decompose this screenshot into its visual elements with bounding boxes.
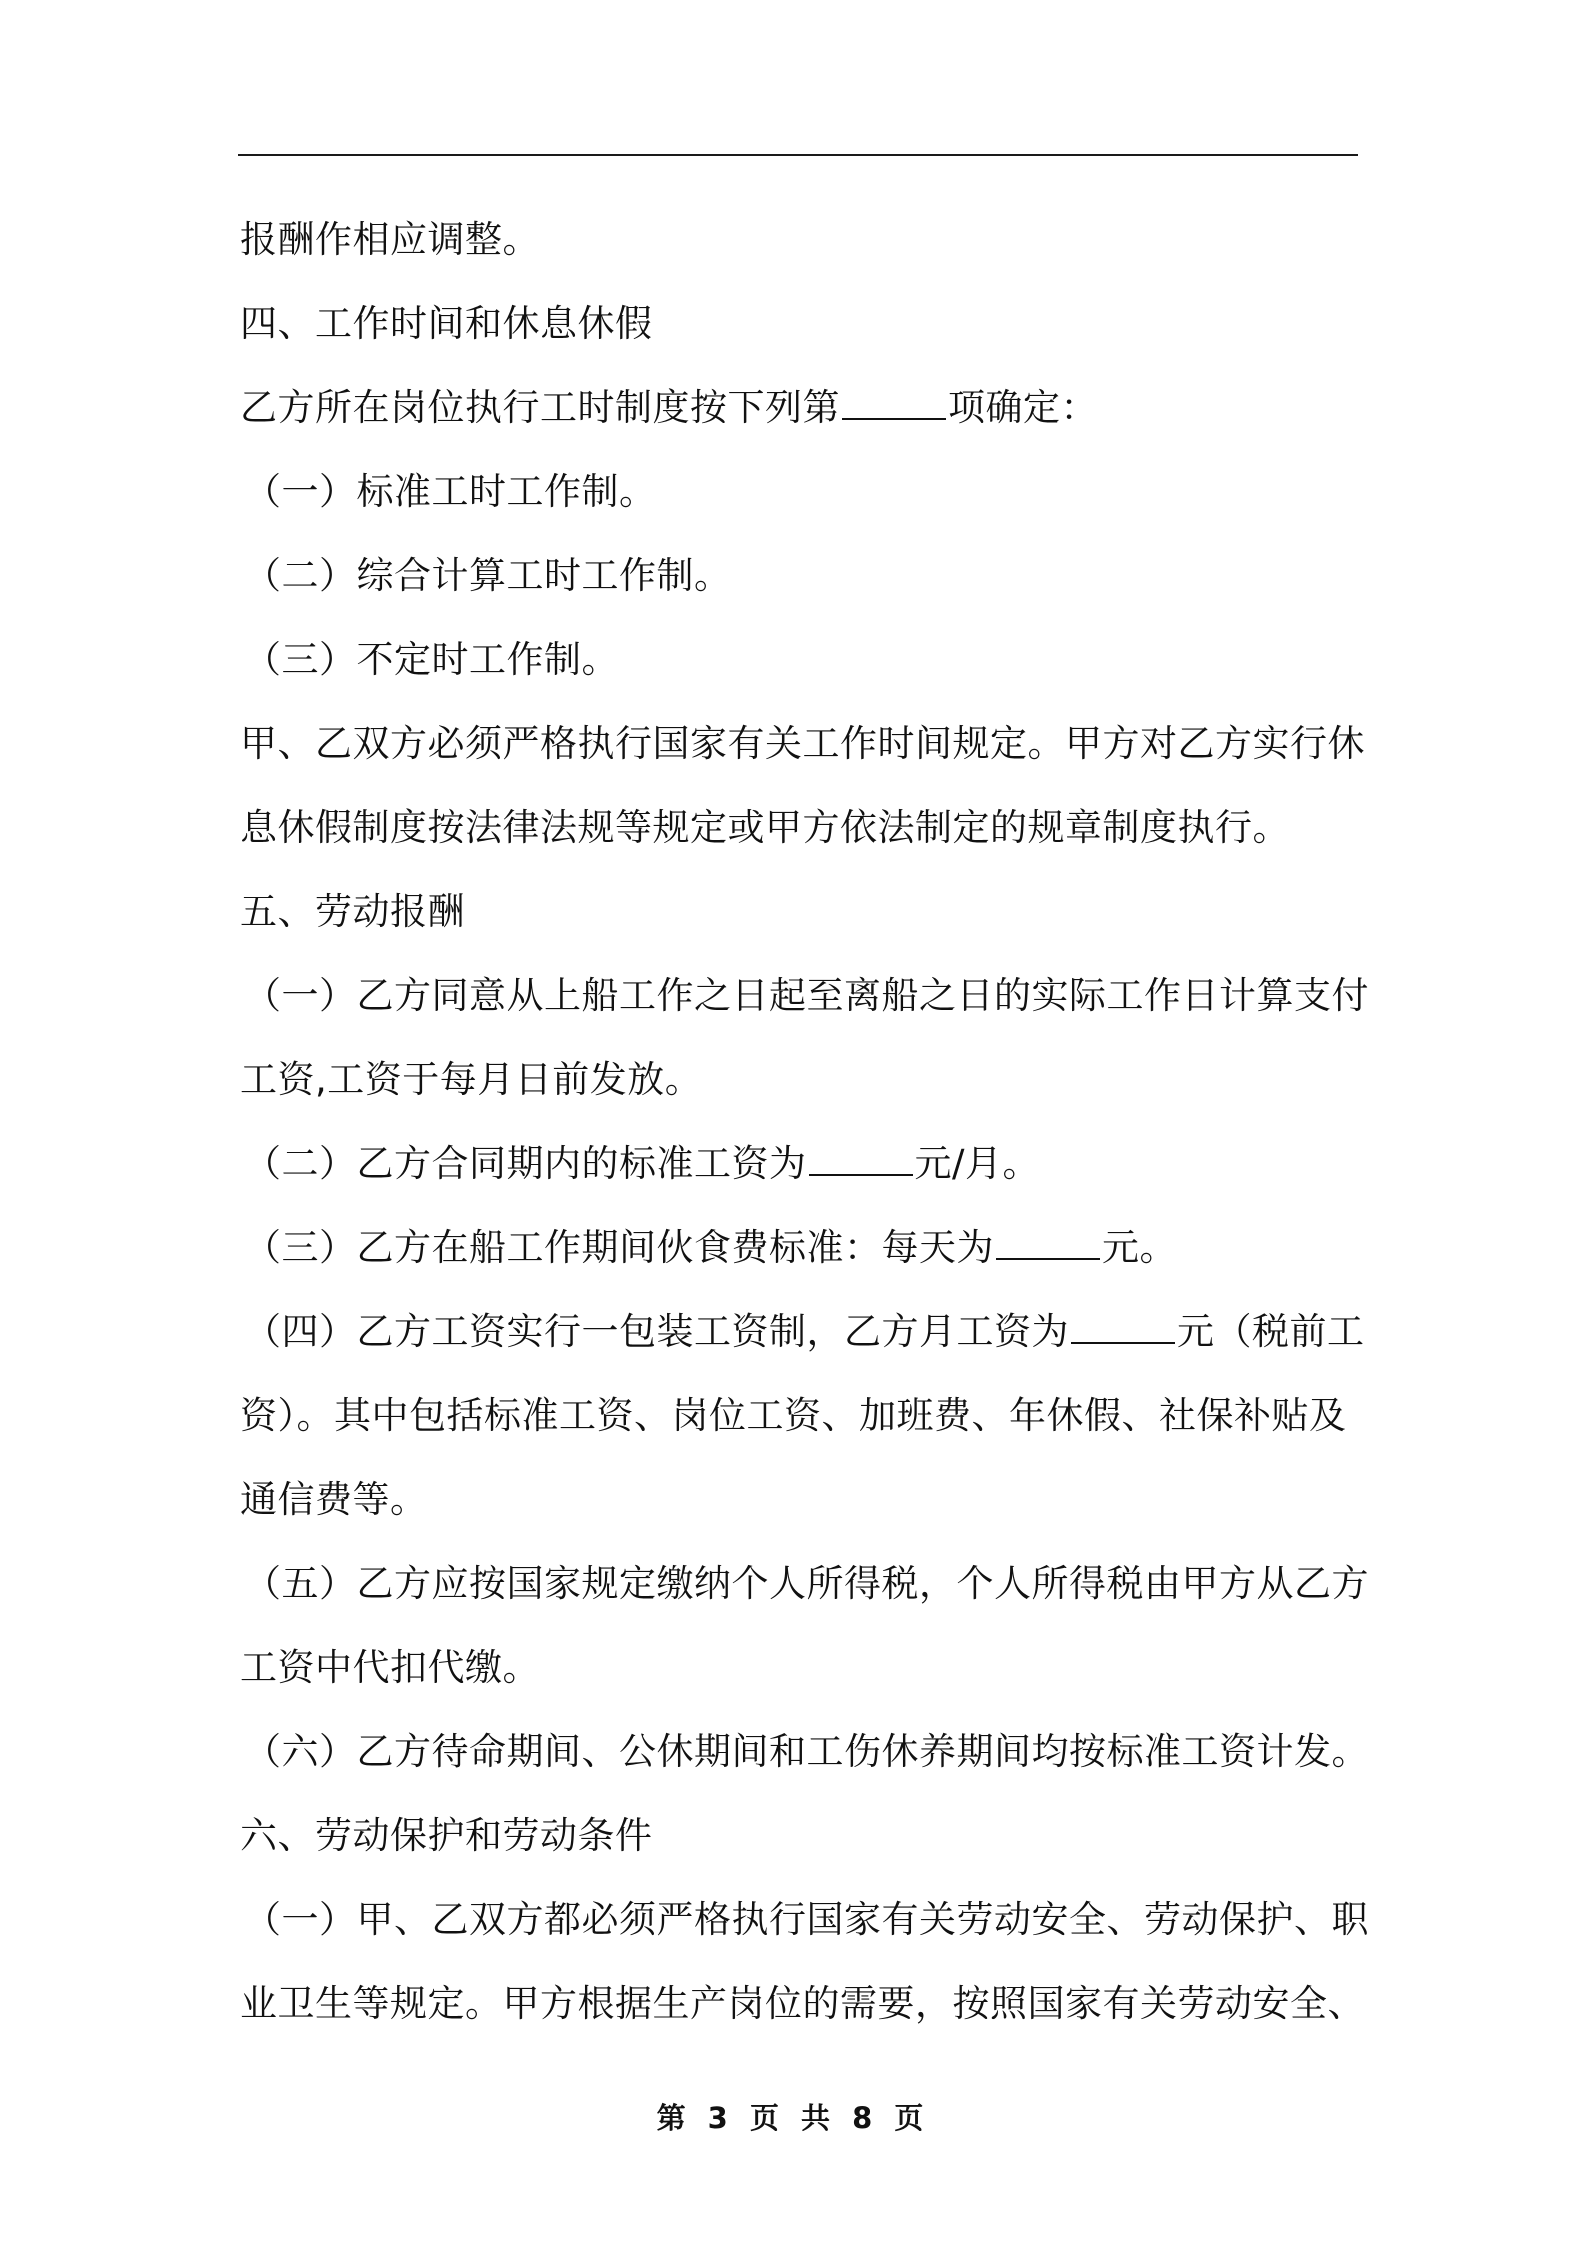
paragraph-line: 工资中代扣代缴。 xyxy=(240,1646,540,1689)
line-text: 元/月。 xyxy=(914,1142,1040,1185)
paragraph-line: 甲、乙双方必须严格执行国家有关工作时间规定。甲方对乙方实行休 xyxy=(240,722,1365,765)
fill-in-blank xyxy=(996,1228,1100,1260)
list-item: （一）甲、乙双方都必须严格执行国家有关劳动安全、劳动保护、职 xyxy=(244,1898,1369,1941)
paragraph-line: 资）。其中包括标准工资、岗位工资、加班费、年休假、社保补贴及 xyxy=(240,1394,1347,1437)
line-text: （四）乙方工资实行一包装工资制，乙方月工资为 xyxy=(244,1310,1069,1353)
section-heading: 五、劳动报酬 xyxy=(240,890,465,933)
paragraph-line: 息休假制度按法律法规等规定或甲方依法制定的规章制度执行。 xyxy=(240,806,1290,849)
paragraph-line: 工资,工资于每月日前发放。 xyxy=(240,1058,703,1101)
list-item xyxy=(240,1290,1365,1374)
line-text: 元。 xyxy=(1102,1226,1177,1269)
line-text: 元（税前工 xyxy=(1177,1310,1365,1353)
section-heading: 四、工作时间和休息休假 xyxy=(240,302,653,345)
document-body xyxy=(240,198,1369,2046)
paragraph-line: 业卫生等规定。甲方根据生产岗位的需要，按照国家有关劳动安全、 xyxy=(240,1982,1365,2025)
line-text: （二）乙方合同期内的标准工资为 xyxy=(244,1142,807,1185)
paragraph-line xyxy=(240,366,1358,450)
header-rule xyxy=(238,154,1358,156)
paragraph-line: 报酬作相应调整。 xyxy=(240,218,540,261)
list-item xyxy=(240,1122,1358,1206)
list-item: （二）综合计算工时工作制。 xyxy=(244,554,732,597)
line-text: （三）乙方在船工作期间伙食费标准：每天为 xyxy=(244,1226,994,1269)
list-item: （五）乙方应按国家规定缴纳个人所得税，个人所得税由甲方从乙方 xyxy=(244,1562,1369,1605)
fill-in-blank xyxy=(842,388,946,420)
list-item: （一）乙方同意从上船工作之日起至离船之日的实际工作日计算支付 xyxy=(244,974,1369,1017)
list-item xyxy=(240,1206,1358,1290)
list-item: （三）不定时工作制。 xyxy=(244,638,619,681)
list-item: （一）标准工时工作制。 xyxy=(244,470,657,513)
line-text: 项确定： xyxy=(948,386,1098,429)
line-text: 乙方所在岗位执行工时制度按下列第 xyxy=(240,386,840,429)
page-number-footer: 第 3 页 共 8 页 xyxy=(656,2101,930,2135)
fill-in-blank xyxy=(809,1144,913,1176)
list-item: （六）乙方待命期间、公休期间和工伤休养期间均按标准工资计发。 xyxy=(244,1730,1369,1773)
paragraph-line: 通信费等。 xyxy=(240,1478,428,1521)
fill-in-blank xyxy=(1071,1312,1175,1344)
section-heading: 六、劳动保护和劳动条件 xyxy=(240,1814,653,1857)
